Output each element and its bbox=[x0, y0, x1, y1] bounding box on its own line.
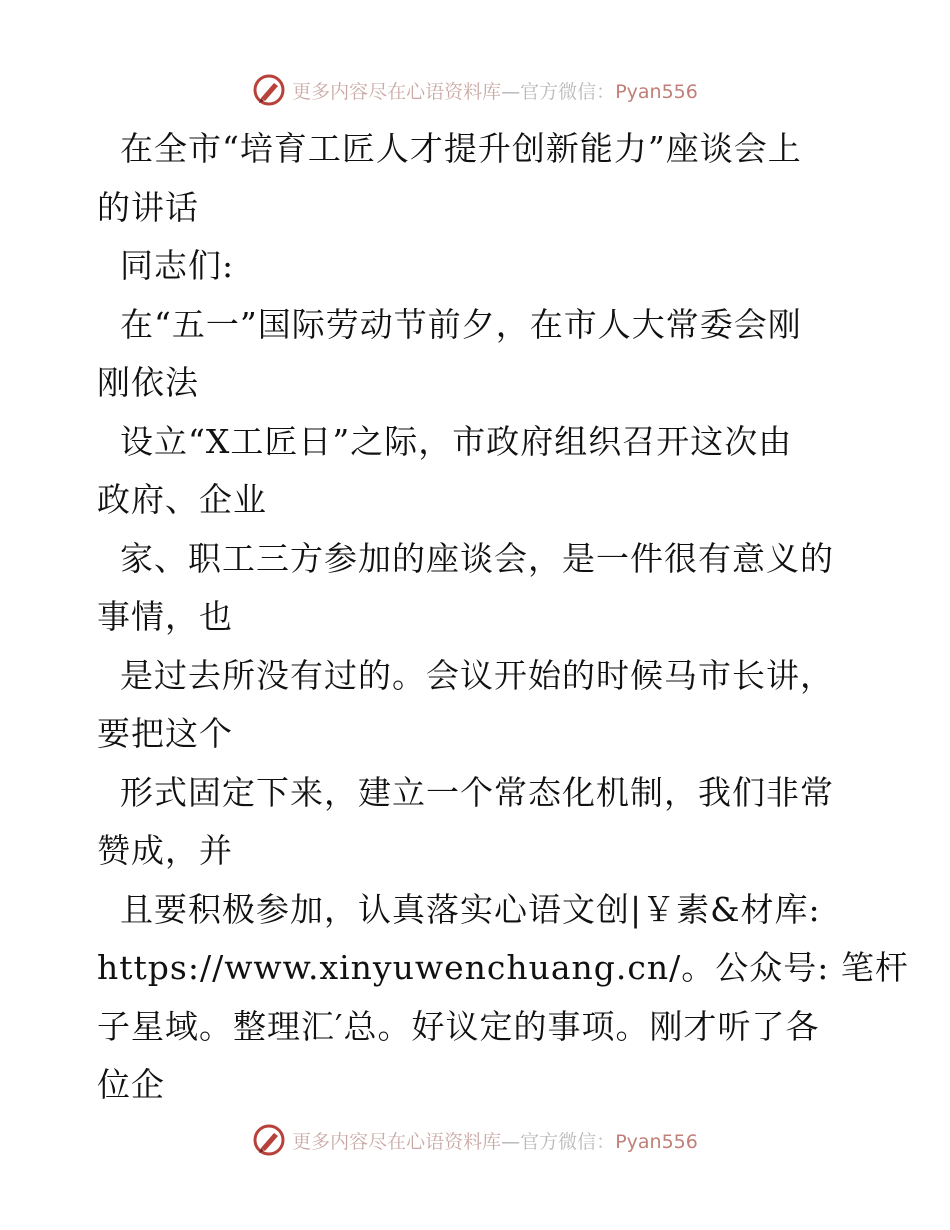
header-banner-text bbox=[292, 77, 698, 104]
document-line: 赞成，并 bbox=[97, 831, 233, 870]
document-line: 子星域。整理汇′总。好议定的事项。刚才听了各 bbox=[97, 1006, 820, 1046]
document-body bbox=[97, 120, 909, 1115]
document-line: 在全市“培育工匠人才提升创新能力”座谈会上 bbox=[97, 129, 802, 168]
footer-banner-text bbox=[292, 1127, 698, 1154]
document-line: 是过去所没有过的。会议开始的时候马市长讲， bbox=[97, 655, 834, 695]
document-line: 家、职工三方参加的座谈会，是一件很有意义的 bbox=[97, 538, 834, 578]
footer-banner bbox=[0, 1120, 950, 1160]
document-line: 在“五一”国际劳动节前夕，在市人大常委会刚 bbox=[97, 304, 802, 344]
document-line: 政府、企业 bbox=[97, 480, 267, 519]
footer-site-text: 更多内容尽在心语资料库 bbox=[292, 1130, 502, 1153]
document-line: 位企 bbox=[97, 1065, 165, 1104]
header-separator: — bbox=[501, 80, 521, 103]
pen-logo-icon bbox=[252, 73, 286, 107]
footer-wechat-id: Pyan556 bbox=[615, 1130, 698, 1153]
document-line: 刚依法 bbox=[97, 363, 199, 402]
document-line: 事情，也 bbox=[97, 597, 233, 636]
document-line: https://www.xinyuwenchuang.cn/。公众号: 笔杆 bbox=[97, 948, 909, 987]
header-site-text: 更多内容尽在心语资料库 bbox=[292, 80, 502, 103]
document-line: 要把这个 bbox=[97, 714, 233, 753]
pen-logo-icon bbox=[252, 1123, 286, 1157]
document-line: 的讲话 bbox=[97, 187, 199, 227]
header-wechat-label: 官方微信： bbox=[520, 80, 616, 103]
footer-separator: — bbox=[501, 1130, 521, 1153]
header-banner bbox=[0, 70, 950, 110]
footer-wechat-label: 官方微信： bbox=[520, 1130, 616, 1153]
document-line: 且要积极参加，认真落实心语文创|￥素&材库: bbox=[97, 889, 821, 929]
header-wechat-id: Pyan556 bbox=[615, 80, 698, 103]
document-line: 形式固定下来，建立一个常态化机制，我们非常 bbox=[97, 772, 834, 812]
document-line: 同志们: bbox=[97, 246, 235, 285]
document-line: 设立“X工匠日”之际，市政府组织召开这次由 bbox=[97, 421, 793, 461]
